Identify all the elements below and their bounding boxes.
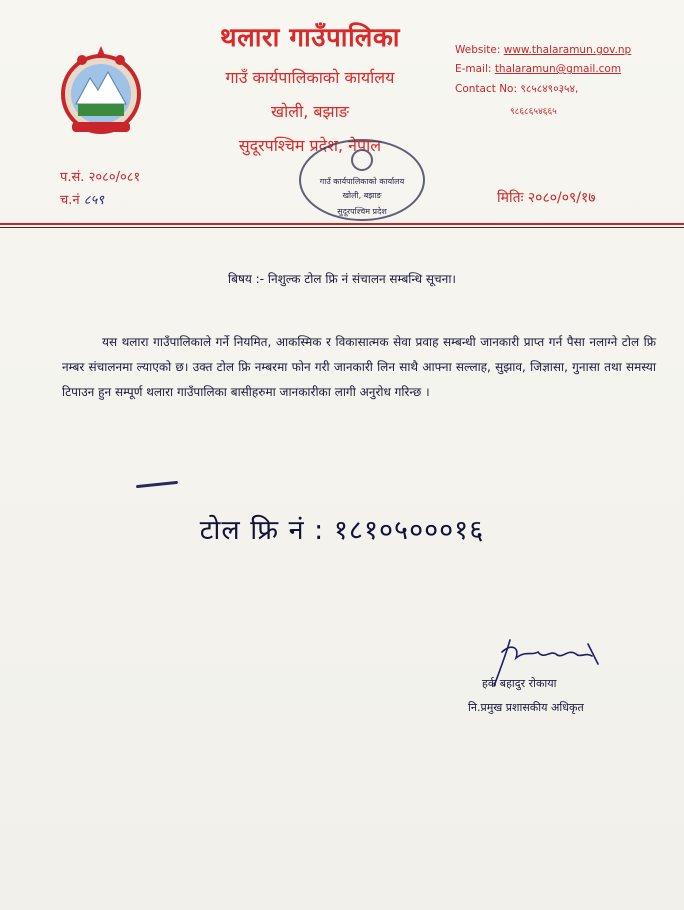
office-location: खोली, बझाङ bbox=[271, 102, 349, 121]
signatory-name: हर्क बहादुर रोकाया bbox=[482, 677, 557, 690]
pen-mark bbox=[136, 481, 178, 488]
letter-date bbox=[497, 188, 596, 207]
letter-subject: बिषय :- निशुल्क टोल फ्रि नं संचालन सम्बन्धि सूचना। bbox=[228, 272, 456, 286]
phone-number-2: ९८६८६५४६६५ bbox=[510, 107, 557, 117]
website-link[interactable]: www.thalaramun.gov.np bbox=[503, 44, 632, 56]
reference-ps bbox=[60, 167, 140, 185]
date-label: मितिः bbox=[497, 190, 524, 206]
reference-cn bbox=[60, 190, 104, 208]
email-line bbox=[455, 63, 621, 75]
ps-label: प.सं. bbox=[60, 170, 85, 185]
office-stamp bbox=[292, 132, 432, 232]
signatory-title: नि.प्रमुख प्रशासकीय अधिकृत bbox=[468, 701, 584, 714]
email-label: E-mail: bbox=[455, 63, 492, 75]
office-name: गाउँ कार्यपालिकाको कार्यालय bbox=[225, 68, 395, 87]
phone-line bbox=[455, 82, 578, 96]
letter-body: यस थलारा गाउँपालिकाले गर्ने नियमित, आकस्मिक र विकासात्मक सेवा प्रवाह सम्बन्धी जानकारी प्राप्त गर्न पैसा नलाग्ने टोल फ्रि नम्बर संचालनमा ल्याएको छ। उक्त टोल फ्रि नम्बरमा फोन गरी जानकारी लिन साथै आफ्ना सल्लाह, सुझाव, जिज्ञासा, गुनासा तथा समस्या टिपाउन हुन सम्पूर्ण थलारा गाउँपालिका बासीहरुमा जानकारीका लागी अनुरोध गरिन्छ । bbox=[62, 335, 656, 399]
website-label: Website: bbox=[455, 44, 501, 56]
province-name: सुदूरपश्चिम प्रदेश, नेपाल bbox=[238, 136, 382, 155]
cn-label: च.नं bbox=[60, 193, 80, 208]
email-link[interactable]: thalaramun@gmail.com bbox=[494, 63, 622, 75]
phone-number-1: ९८५८४९०३५४, bbox=[520, 83, 579, 95]
phone-label: Contact No: bbox=[455, 83, 518, 95]
stamp-line-1: गाउँ कार्यपालिकाको कार्यालय bbox=[319, 177, 405, 186]
stamp-line-2: खोली, बझाङ bbox=[342, 191, 382, 200]
cn-value: ८५९ bbox=[83, 193, 105, 208]
municipality-title: थलारा गाउँपालिका bbox=[219, 23, 401, 53]
date-value: २०८०/०९/१७ bbox=[527, 190, 596, 206]
ps-value: २०८०/०८१ bbox=[88, 170, 141, 185]
header-divider-red bbox=[0, 223, 684, 225]
nepal-emblem-icon bbox=[58, 40, 144, 140]
toll-free-number: टोल फ्रि नं : १८१०५०००१६ bbox=[199, 515, 485, 546]
header-divider-dark bbox=[0, 227, 684, 228]
website-line bbox=[455, 44, 631, 56]
stamp-line-3: सुदूरपश्चिम प्रदेश bbox=[337, 207, 387, 216]
